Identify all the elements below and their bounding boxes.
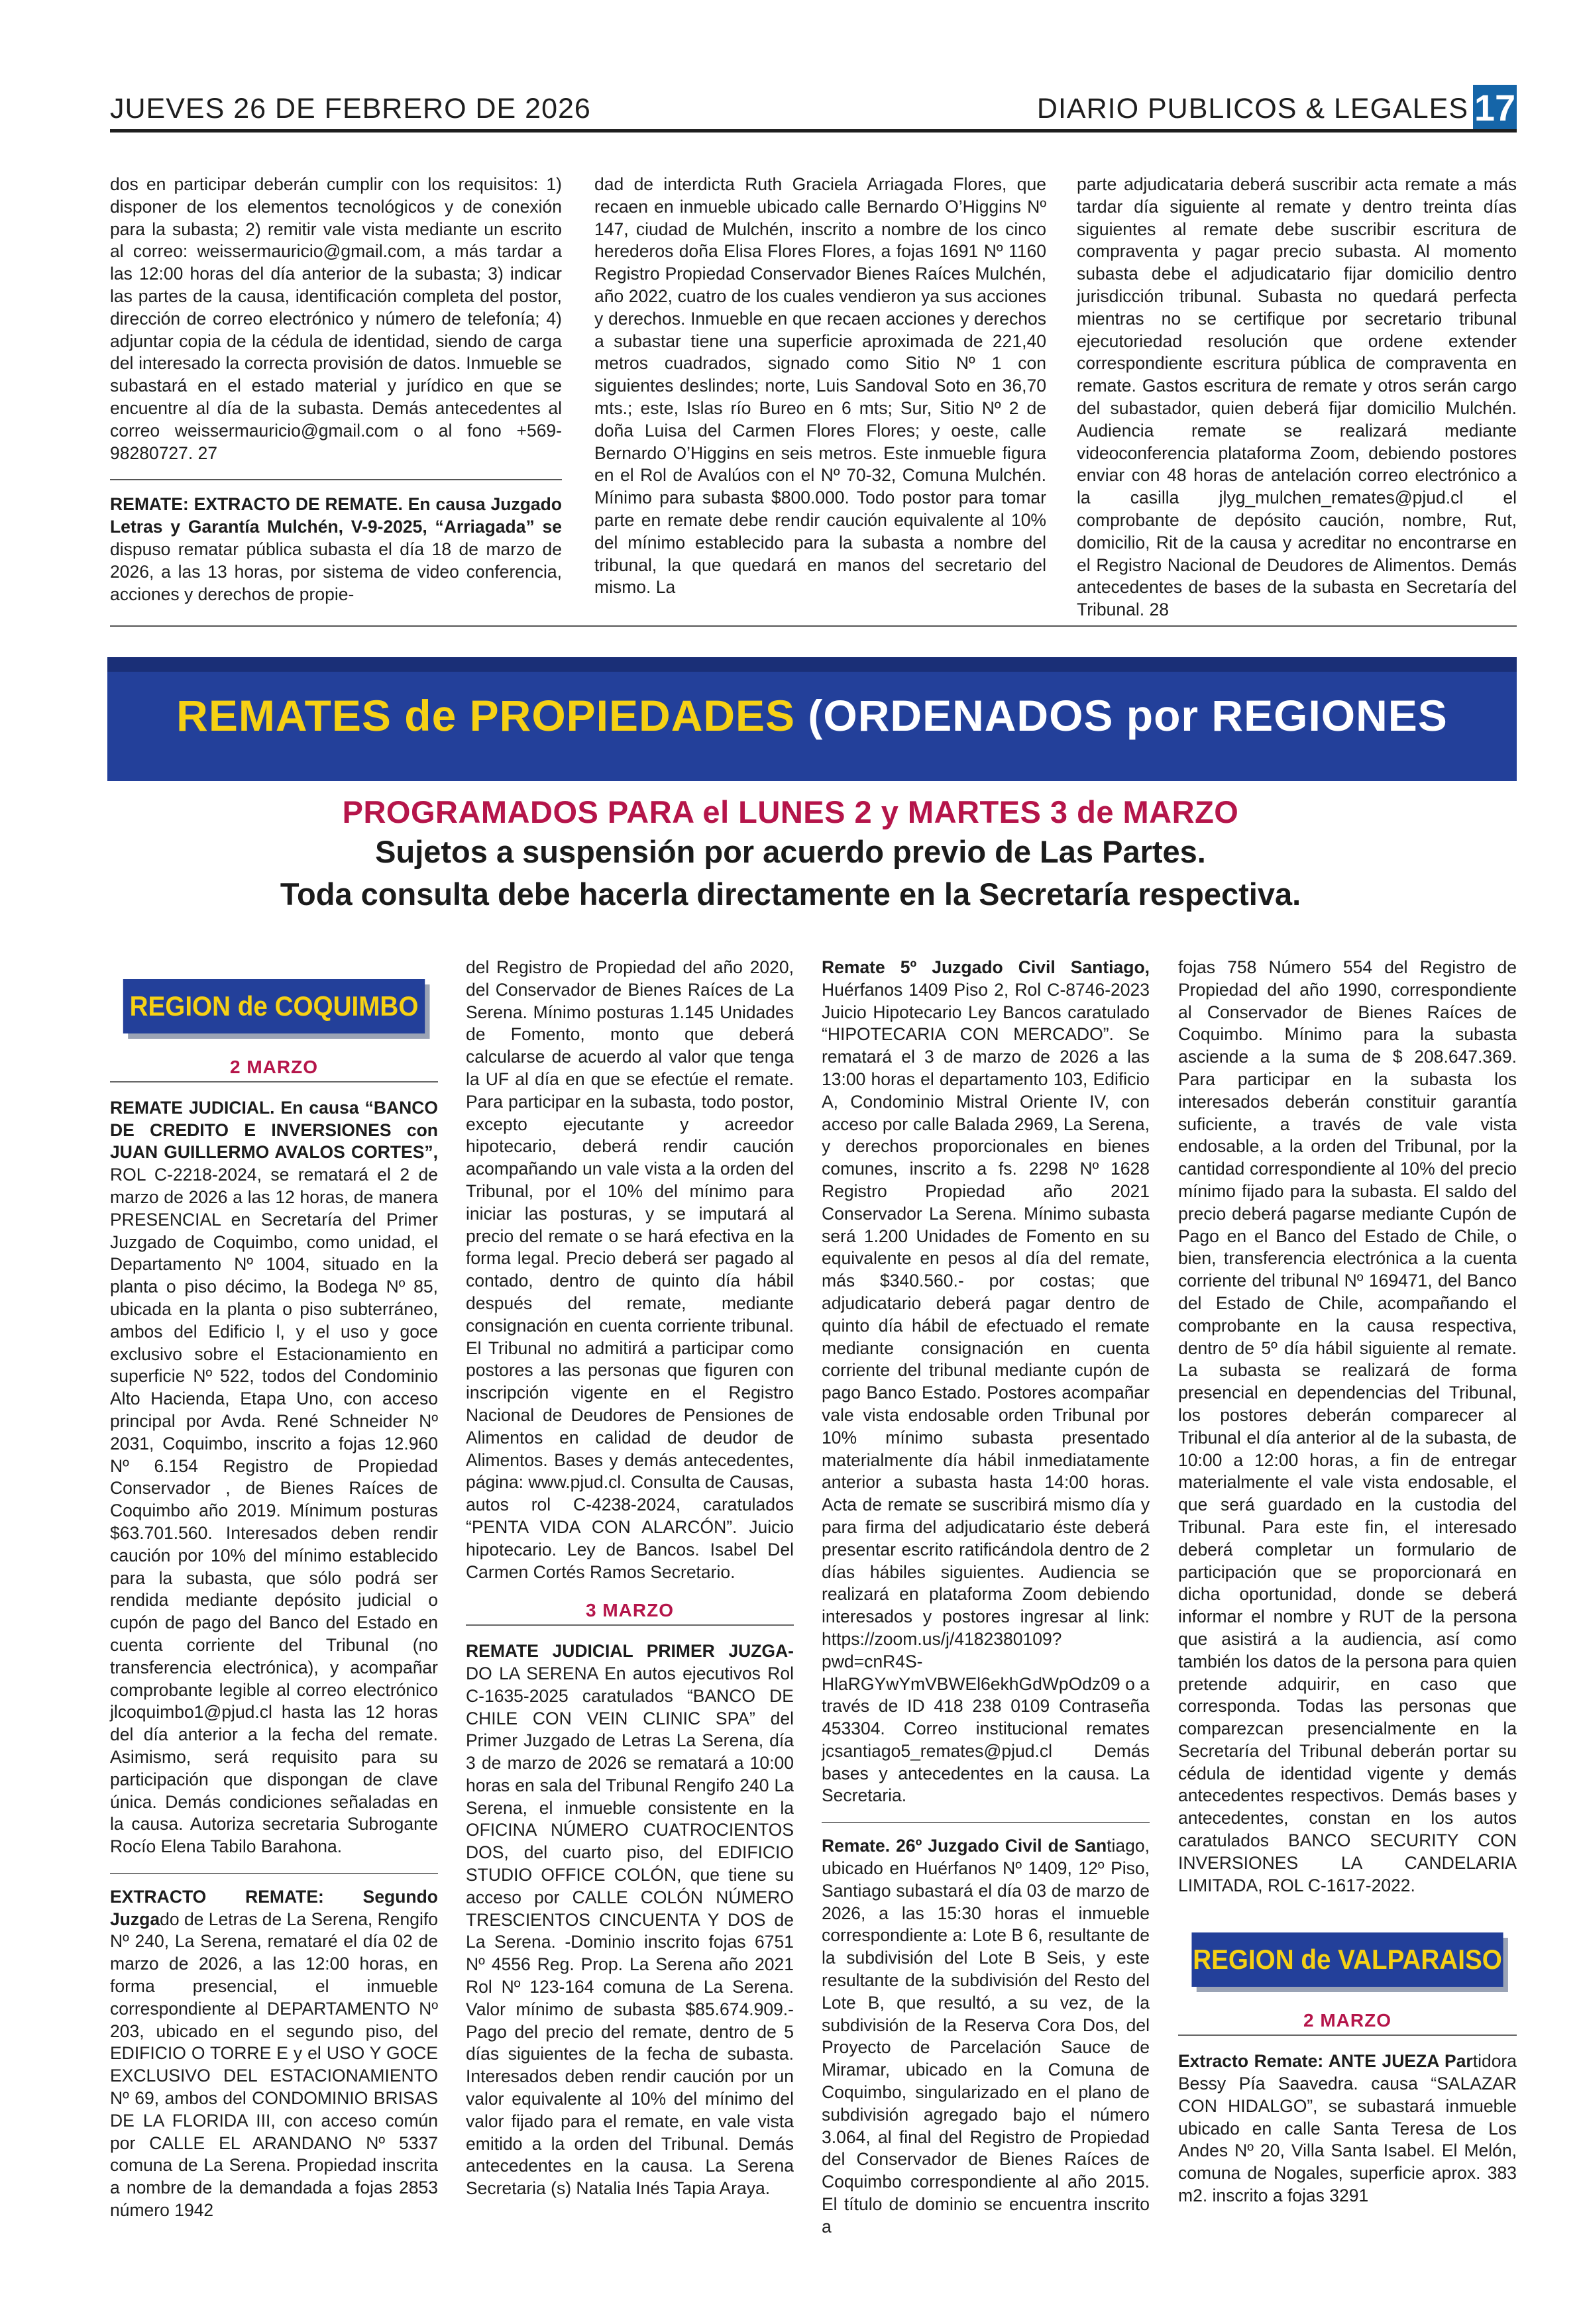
- auction-text: do de Letras de La Serena, Rengifo Nº 240, La Serena, remataré el día 02 de marzo de 2026, a las 12:00 horas, en forma presencial, el inmueble correspondiente al DEPARTAMENTO Nº 203, ubicado en el segundo piso, del EDIFICIO O TORRE E y el USO Y GOCE EXCLUSIVO DEL ESTACIONAMIENTO Nº 69, ambos del CONDOMINIO BRISAS DE LA FLORIDA III, con acceso común por CALLE EL ARANDANO Nº 5337 comuna de La Serena. Propiedad inscrita a nombre de la demandada a fojas 2853 número 1942: [110, 1909, 438, 2221]
- section-banner: [107, 657, 1517, 781]
- column-3: [822, 957, 1150, 2239]
- auction-notice: [822, 957, 1150, 1807]
- auction-text: tiago, ubicado en Huérfanos Nº 1409, 12º Piso, Santiago subastará el día 03 de marzo de 2026, a las 15:30 horas el inmueble correspondiente a: Lote B 6, resultante de la subdivisión del Lote B Seis, y este resultante de la subdivisión del Resto del Lote B, que resultó, a su vez, de la subdivisión de la Reserva Cora Dos, del Proyecto de Parcelación Sauce de Miramar, ubicado en la Comuna de Coquimbo, singularizado en el plano de subdivisión agregado bajo el número 3.064, al final del Registro de Propiedad del Conservador de Bienes Raíces de Coquimbo correspondiente al año 2015. El título de dominio se encuentra inscrito a: [822, 1836, 1150, 2237]
- region-coquimbo-badge: REGION de COQUIMBO: [123, 979, 425, 1033]
- auction-text: Huérfanos 1409 Piso 2, Rol C-8746-2023 Juicio Hipotecario Ley Bancos caratulado “HIPOTECARIA CON MERCADO”. Se rematará el 3 de marzo de 2026 a las 13:00 horas el departamento 103, Edificio A, Condominio Mistral Oriente IV, con acceso por calle Balada 2969, La Serena, y derechos proporcionales en bienes comunes, inscrito a fs. 2298 Nº 1628 Registro Propiedad año 2021 Conservador La Serena. Mínimo subasta será 1.200 Unidades de Fomento en su equivalente en pesos al día del remate, más $340.560.- por costas; que adjudicatario deberá pagar dentro de quinto día hábil de efectuado el remate mediante consignación en cuenta corriente del tribunal mediante cupón de pago Banco Estado. Postores acompañar vale vista endosable orden Tribunal por 10% mínimo subasta presentado materialmente día hábil inmediatamente anterior a subasta hasta 14:00 horas. Acta de remate se suscribirá mismo día y para firma del adjudicatario éste deberá presentar escrito ratificándola dentro de 2 días hábiles siguientes. Audiencia se realizará en plataforma Zoom debiendo interesados y postores ingresar al link: https://zoom.us/j/4182380109?pwd=cnR4S-HlaRGYwYmVBWEl6ekhGdWpOdz09 o a través de ID 418 238 0109 Contraseña 453304. Correo institucional remates jcsantiago5_remates@pjud.cl Demás bases y antecedentes en la causa. La Secretaria.: [822, 979, 1150, 1806]
- auction-text: DO LA SERENA En autos ejecutivos Rol C-1635-2025 caratulados “BANCO DE CHILE CON VEIN CLINIC SPA” del Primer Juzgado de Letras La Serena, día 3 de marzo de 2026 se rematará a 10:00 horas en sala del Tribunal Rengifo 240 La Serena, el inmueble consistente en la OFICINA NÚMERO CUATROCIENTOS DOS, del cuarto piso, del EDIFICIO STUDIO OFFICE COLÓN, que tiene su acceso por CALLE COLÓN NÚMERO TRESCIENTOS CINCUENTA Y DOS de La Serena. -Dominio inscrito fojas 6751 Nº 4556 Reg. Prop. La Serena año 2021 Rol Nº 123-164 comuna de La Serena. Valor mínimo de subasta $85.674.909.- Pago del precio del remate, dentro de 5 días siguientes de la fecha de subasta. Interesados deben rendir caución por un valor equivalente al 10% del mínimo del valor fijado para el remate, en vale vista emitido a la orden del Tribunal. Demás antecedentes en la causa. La Serena Secretaria (s) Natalia Inés Tapia Araya.: [466, 1663, 794, 2199]
- auction-notice: [466, 1640, 794, 2200]
- notice-28-continued: dad de interdicta Ruth Graciela Arriagada Flores, que recaen en inmueble ubicado calle Bernardo O’Higgins Nº 147, ciudad de Mulchén, inscrito a nombre de los cinco herederos doña Elisa Flores Flores, a fojas 1691 Nº 1160 Registro Propiedad Conservador Bienes Raíces Mulchén, año 2022, cuatro de los cuales vendieron ya sus acciones y derechos. Inmueble en que recaen acciones y derechos a subastar tiene una superficie aproximada de 221,40 metros cuadrados, signado como Sitio Nº 1 con siguientes deslindes; norte, Luis Sandoval Soto en 36,70 mts.; este, Islas río Bureo en 6 mts; Sur, Sitio Nº 2 de doña Luisa del Carmen Flores Flores; y oeste, calle Bernardo O’Higgins en seis metros. Este inmueble figura en el Rol de Avalúos con el Nº 70-32, Comuna Mulchén. Mínimo para subasta $800.000. Todo postor para tomar parte en remate debe rendir caución equivalente al 10% del mínimo establecido para la subasta a nombre del tribunal, la que quedará en manos del secretario del mismo. La: [594, 174, 1046, 598]
- banner-title-yellow: REMATES de PROPIEDADES: [176, 691, 796, 740]
- notice-divider: [822, 1822, 1150, 1823]
- region-valparaiso-badge: REGION de VALPARAISO: [1191, 1932, 1503, 1987]
- date-label-3-marzo: 3 MARZO: [586, 1600, 674, 1621]
- page-number: 17: [1473, 85, 1517, 131]
- notice-divider: [110, 479, 562, 480]
- top-column-2: [594, 174, 1046, 599]
- auction-notice: [1178, 2050, 1517, 2207]
- publication-name: DIARIO PUBLICOS & LEGALES: [1036, 93, 1468, 125]
- auction-heading: Remate. 26º Juzgado Civil de San: [822, 1836, 1107, 1856]
- section-divider: [110, 625, 1517, 627]
- auction-text: tidora Bessy Pía Saavedra. causa “SALAZAR CON HIDALGO”, se subastará inmueble ubicado en calle Santa Teresa de Los Andes Nº 20, Villa Santa Isabel. El Melón, comuna de Nogales, superficie aprox. 383 m2. inscrito a fojas 3291: [1178, 2051, 1517, 2206]
- notice-28-end: parte adjudicataria deberá suscribir acta remate a más tardar día siguiente al remate y dentro treinta días siguientes al remate debe suscribir escritura de compraventa y pagar precio subasta. Al momento subasta debe el adjudicatario fijar domicilio dentro jurisdicción tribunal. Subasta no quedará perfecta mientras no se certifique por secretario tribunal ejecutoriedad resolución que ordene extender correspondiente escritura pública de compraventa en remate. Gastos escritura de remate y otros serán cargo del subastador, quien deberá fijar domicilio Mulchén. Audiencia remate se realizará mediante videoconferencia plataforma Zoom, debiendo postores enviar con 48 horas de antelación correo electrónico a la casilla jlyg_mulchen_remates@pjud.cl el comprobante de depósito caución, nombre, Rut, domicilio, Rit de la causa y acreditar no encontrarse en el Registro Nacional de Deudores de Alimentos. Demás antecedentes de bases de la subasta en Secretaría del Tribunal. 28: [1077, 174, 1517, 620]
- auction-text: ROL C-2218-2024, se rematará el 2 de marzo de 2026 a las 12 horas, de manera PRESENCIAL en Secretaría del Primer Juzgado de Coquimbo, como unidad, el Departamento Nº 1004, situado en la planta o piso décimo, la Bodega Nº 85, ubicada en la planta o piso subterráneo, ambos del Edificio l, y el uso y goce exclusivo sobre el Estacionamiento en superficie Nº 522, todos del Condominio Alto Hacienda, Etapa Uno, con acceso principal por Avda. René Schneider Nº 2031, Coquimbo, inscrito a fojas 12.960 Nº 6.154 Registro de Propiedad Conservador , de Bienes Raíces de Coquimbo año 2019. Mínimum posturas $63.701.560. Interesados deben rendir caución por 10% del mínimo establecido para la subasta, que sólo podrá ser rendida mediante depósito judicial o cupón de pago del Banco del Estado en cuenta corriente del Tribunal (no transferencia electrónica), y acompañar comprobante legible al correo electrónico jlcoquimbo1@pjud.cl hasta las 12 horas del día anterior a la fecha del remate. Asimismo, será requisito para su participación que dispongan de clave única. Demás condiciones señaladas en la causa. Autoriza secretaria Subrogante Rocío Elena Tabilo Barahona.: [110, 1165, 438, 1857]
- consult-notice: Toda consulta debe hacerla directamente en la Secretaría respectiva.: [280, 876, 1301, 912]
- schedule-heading: PROGRAMADOS PARA el LUNES 2 y MARTES 3 de MARZO: [342, 794, 1239, 829]
- date-rule: [466, 1624, 794, 1626]
- auction-text: del Registro de Propiedad del año 2020, del Conservador de Bienes Raíces de La Serena. Mínimo posturas 1.145 Unidades de Fomento, monto que deberá calcularse de acuerdo al valor que tenga la UF al día en que se efectúe el remate. Para participar en la subasta, todo postor, excepto ejecutante y acreedor hipotecario, deberá rendir caución acompañando un vale vista a la orden del Tribunal, por el 10% del mínimo para iniciar las posturas, y se imputará al precio del remate o se hará efectiva en la forma legal. Precio deberá ser pagado al contado, dentro de quinto día hábil después del remate, mediante consignación en cuenta corriente tribunal. El Tribunal no admitirá a participar como postores a las personas que figuren con inscripción vigente en el Registro Nacional de Deudores de Pensiones de Alimentos en calidad de deudor de Alimentos. Bases y demás antecedentes, página: www.pjud.cl. Consulta de Causas, autos rol C-4238-2024, caratulados “PENTA VIDA CON ALARCÓN”. Juicio hipotecario. Ley de Bancos. Isabel Del Carmen Cortés Ramos Secretario.: [466, 957, 794, 1582]
- notice-28-text: dispuso rematar pública subasta el día 18 de marzo de 2026, a las 13 horas, por sistema de video conferencia, acciones y derechos de propie-: [110, 539, 562, 604]
- date-label-2-marzo: 2 MARZO: [1303, 2010, 1391, 2031]
- region-coquimbo-wrap: [110, 962, 438, 1033]
- auction-notice: [110, 1097, 438, 1858]
- notice-28-start: [110, 494, 562, 606]
- top-column-3: [1077, 174, 1517, 621]
- auction-notice: [110, 1886, 438, 2222]
- auction-notice: [822, 1835, 1150, 2238]
- region-valparaiso-wrap: [1178, 1915, 1517, 1987]
- column-2: [466, 957, 794, 2200]
- header-rule: [110, 129, 1517, 132]
- auction-heading: Extracto Remate: ANTE JUEZA Par: [1178, 2051, 1473, 2072]
- banner-title: [107, 690, 1517, 741]
- notice-27-text: dos en participar deberán cumplir con los requisitos: 1) disponer de los elementos tecnológicos y de conexión para la subasta; 2) remitir vale vista mediante un escrito al correo: weissermauricio@gmail.com, a más tardar a las 12:00 horas del día anterior de la subasta; 3) indicar las partes de la causa, identificación completa del postor, dirección de correo electrónico y número de telefonía; 4) adjuntar copia de la cédula de identidad, siendo de carga del interesado la correcta provisión de datos. Inmueble se subastará en el estado material y jurídico en que se encuentre al día de la subasta. Demás antecedentes al correo weissermauricio@gmail.com o al fono +569-98280727. 27: [110, 174, 562, 463]
- page-header: [0, 0, 1581, 132]
- notice-divider: [110, 1873, 438, 1874]
- date-label-2-marzo: 2 MARZO: [230, 1057, 318, 1077]
- auction-heading: REMATE JUDICIAL. En causa “BANCO DE CREDITO E INVERSIONES con JUAN GUILLERMO AVALOS CORTES”,: [110, 1097, 438, 1163]
- date-rule: [110, 1081, 438, 1083]
- auction-heading: REMATE JUDICIAL PRIMER JUZGA-: [466, 1641, 794, 1662]
- auction-heading: Remate 5º Juzgado Civil Santiago,: [822, 957, 1150, 977]
- column-4: [1178, 957, 1517, 2207]
- header-date: JUEVES 26 DE FEBRERO DE 2026: [110, 93, 591, 125]
- banner-title-white: (ORDENADOS por REGIONES: [808, 691, 1448, 740]
- top-column-1: [110, 174, 562, 606]
- notice-28-heading: REMATE: EXTRACTO DE REMATE. En causa Juzgado Letras y Garantía Mulchén, V-9-2025, “Arriagada” se: [110, 494, 562, 537]
- date-rule: [1178, 2034, 1517, 2036]
- auction-heading: EXTRACTO REMATE: Segundo Juzga: [110, 1886, 438, 1929]
- column-1: [110, 962, 438, 2222]
- auction-text: fojas 758 Número 554 del Registro de Propiedad del año 1990, correspondiente al Conservador de Bienes Raíces de Coquimbo. Mínimo para la subasta asciende a la suma de $ 208.647.369. Para participar en la subasta los interesados deberán constituir garantía suficiente, a través de vale vista endosable, a la orden del Tribunal, por la cantidad correspondiente al 10% del precio mínimo fijado para la subasta. El saldo del precio deberá pagarse mediante Cupón de Pago en el Banco del Estado de Chile, o bien, transferencia electrónica a la cuenta corriente del tribunal Nº 169471, del Banco del Estado de Chile, acompañando el comprobante en la causa respectiva, dentro de 5º día hábil siguiente al remate. La subasta se realizará de forma presencial en dependencias del Tribunal, los postores deberán comparecer al Tribunal el día anterior al de la subasta, de 10:00 a 12:00 horas, a fin de entregar materialmente el vale vista endosable, el que será guardado en la custodia del Tribunal. Para este fin, el interesado deberá completar un formulario de participación que se proporcionará en dicha oportunidad, donde se deberá informar el nombre y RUT de la persona que asistirá a la audiencia, así como también los datos de la persona para quien pretende adquirir, en caso que corresponda. Todas las personas que comparezcan presencialmente en la Secretaría del Tribunal deberán portar su cédula de identidad vigente y demás antecedentes respectivos. Demás bases y antecedentes, constan en los autos caratulados BANCO SECURITY CON INVERSIONES LA CANDELARIA LIMITADA, ROL C-1617-2022.: [1178, 957, 1517, 1895]
- suspension-notice: Sujetos a suspensión por acuerdo previo de Las Partes.: [375, 834, 1206, 869]
